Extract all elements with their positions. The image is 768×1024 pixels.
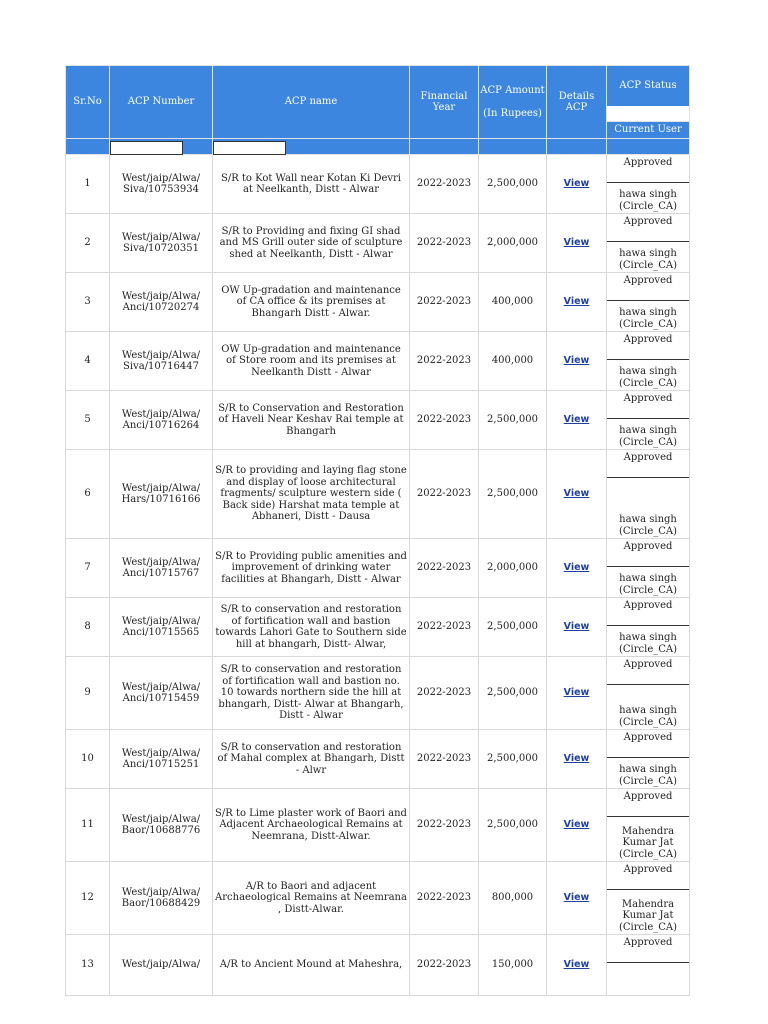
cell-status	[607, 598, 690, 657]
view-details-link[interactable]: View	[563, 892, 590, 904]
cell-acp-number: West/jaip/Alwa/ Anci/10720274	[110, 273, 213, 332]
header-acp-number: ACP Number	[110, 66, 213, 139]
cell-status	[607, 214, 690, 273]
current-user-value: Mahendra Kumar Jat (Circle_CA)	[618, 825, 678, 860]
cell-acp-number: West/jaip/Alwa/ Hars/10716166	[110, 450, 213, 539]
table-row	[66, 598, 690, 657]
table-row	[66, 214, 690, 273]
cell-acp-amount: 400,000	[479, 273, 547, 332]
header-financial-year: Financial Year	[410, 66, 479, 139]
cell-status	[607, 391, 690, 450]
cell-acp-number: West/jaip/Alwa/ Anci/10716264	[110, 391, 213, 450]
status-value: Approved	[607, 657, 689, 685]
cell-details	[547, 862, 607, 935]
cell-acp-name: OW Up-gradation and maintenance of CA office & its premises at Bhangarh Distt - Alwar.	[213, 273, 410, 332]
cell-details	[547, 789, 607, 862]
acp-table	[65, 65, 690, 996]
cell-acp-name: S/R to Providing public amenities and improvement of drinking water facilities at Bhangarh, Distt - Alwar	[213, 539, 410, 598]
cell-financial-year: 2022-2023	[410, 730, 479, 789]
cell-acp-amount: 400,000	[479, 332, 547, 391]
header-acp-status-label: ACP Status	[619, 80, 677, 92]
cell-details	[547, 332, 607, 391]
cell-acp-number: West/jaip/Alwa/ Anci/10715565	[110, 598, 213, 657]
header-status-gap	[607, 106, 689, 121]
view-details-link[interactable]: View	[563, 621, 590, 633]
cell-details	[547, 214, 607, 273]
table-row	[66, 391, 690, 450]
cell-acp-amount: 2,500,000	[479, 450, 547, 539]
status-value: Approved	[607, 214, 689, 242]
cell-acp-number: West/jaip/Alwa/ Siva/10716447	[110, 332, 213, 391]
cell-financial-year: 2022-2023	[410, 539, 479, 598]
table-row	[66, 935, 690, 996]
cell-financial-year: 2022-2023	[410, 935, 479, 996]
table-row	[66, 332, 690, 391]
view-details-link[interactable]: View	[563, 562, 590, 574]
acp-table-sheet	[65, 65, 689, 971]
current-user-value: hawa singh (Circle_CA)	[618, 366, 678, 389]
cell-details	[547, 657, 607, 730]
cell-status	[607, 539, 690, 598]
filter-cell-details	[547, 139, 607, 155]
cell-acp-number: West/jaip/Alwa/ Siva/10720351	[110, 214, 213, 273]
view-details-link[interactable]: View	[563, 753, 590, 765]
cell-acp-amount: 2,500,000	[479, 657, 547, 730]
current-user-value: hawa singh (Circle_CA)	[618, 248, 678, 271]
current-user-value: hawa singh (Circle_CA)	[618, 307, 678, 330]
cell-details	[547, 391, 607, 450]
cell-acp-name: S/R to Conservation and Restoration of Haveli Near Keshav Rai temple at Bhangarh	[213, 391, 410, 450]
cell-details	[547, 935, 607, 996]
cell-financial-year: 2022-2023	[410, 155, 479, 214]
table-header-row	[66, 66, 690, 139]
status-value: Approved	[607, 935, 689, 963]
cell-acp-number: West/jaip/Alwa/ Anci/10715251	[110, 730, 213, 789]
cell-financial-year: 2022-2023	[410, 450, 479, 539]
table-body	[66, 155, 690, 996]
status-value: Approved	[607, 450, 689, 478]
cell-acp-number: West/jaip/Alwa/	[110, 935, 213, 996]
cell-financial-year: 2022-2023	[410, 789, 479, 862]
cell-details	[547, 598, 607, 657]
header-acp-name: ACP name	[213, 66, 410, 139]
table-row	[66, 273, 690, 332]
view-details-link[interactable]: View	[563, 237, 590, 249]
cell-acp-amount: 2,000,000	[479, 539, 547, 598]
cell-acp-amount: 2,000,000	[479, 214, 547, 273]
view-details-link[interactable]: View	[563, 414, 590, 426]
cell-status	[607, 935, 690, 996]
cell-srno: 5	[66, 391, 110, 450]
cell-details	[547, 450, 607, 539]
cell-srno: 1	[66, 155, 110, 214]
view-details-link[interactable]: View	[563, 355, 590, 367]
cell-acp-name: S/R to providing and laying flag stone and display of loose architectural fragments/ sculpture western side ( Back side) Harshat mata temple at Abhaneri, Distt - Dausa	[213, 450, 410, 539]
current-user-value: Mahendra Kumar Jat (Circle_CA)	[618, 898, 678, 933]
cell-financial-year: 2022-2023	[410, 862, 479, 935]
current-user-value: hawa singh (Circle_CA)	[618, 514, 678, 537]
cell-acp-number: West/jaip/Alwa/ Anci/10715459	[110, 657, 213, 730]
table-row	[66, 730, 690, 789]
status-value: Approved	[607, 273, 689, 301]
cell-acp-name: S/R to conservation and restoration of Mahal complex at Bhangarh, Distt - Alwr	[213, 730, 410, 789]
cell-acp-amount: 2,500,000	[479, 391, 547, 450]
filter-cell-amount	[479, 139, 547, 155]
cell-status	[607, 450, 690, 539]
filter-cell-acp-name	[213, 139, 410, 155]
view-details-link[interactable]: View	[563, 819, 590, 831]
cell-acp-name: S/R to conservation and restoration of fortification wall and bastion no. 10 towards northern side the hill at bhangarh, Distt- Alwar at Bhangarh, Distt - Alwar	[213, 657, 410, 730]
table-row	[66, 155, 690, 214]
cell-acp-name: S/R to Lime plaster work of Baori and Adjacent Archaeological Remains at Neemrana, Distt-Alwar.	[213, 789, 410, 862]
cell-financial-year: 2022-2023	[410, 332, 479, 391]
header-acp-amount-label: ACP Amount	[480, 85, 545, 96]
cell-acp-amount: 2,500,000	[479, 789, 547, 862]
cell-srno: 6	[66, 450, 110, 539]
header-acp-amount-unit: (In Rupees)	[483, 107, 542, 119]
cell-acp-number: West/jaip/Alwa/ Baor/10688776	[110, 789, 213, 862]
cell-financial-year: 2022-2023	[410, 391, 479, 450]
cell-financial-year: 2022-2023	[410, 657, 479, 730]
cell-details	[547, 539, 607, 598]
view-details-link[interactable]: View	[563, 178, 590, 190]
current-user-value	[607, 963, 689, 995]
cell-status	[607, 730, 690, 789]
cell-acp-name: A/R to Baori and adjacent Archaeological Remains at Neemrana , Distt-Alwar.	[213, 862, 410, 935]
table-row	[66, 789, 690, 862]
filter-cell-status	[607, 139, 690, 155]
table-row	[66, 450, 690, 539]
status-value: Approved	[607, 391, 689, 419]
table-row	[66, 657, 690, 730]
cell-status	[607, 862, 690, 935]
cell-acp-number: West/jaip/Alwa/ Anci/10715767	[110, 539, 213, 598]
status-value: Approved	[607, 332, 689, 360]
cell-acp-amount: 2,500,000	[479, 730, 547, 789]
cell-acp-name: S/R to Providing and fixing GI shad and MS Grill outer side of sculpture shed at Neelkanth, Distt - Alwar	[213, 214, 410, 273]
cell-status	[607, 657, 690, 730]
cell-srno: 8	[66, 598, 110, 657]
current-user-value: hawa singh (Circle_CA)	[618, 705, 678, 728]
cell-financial-year: 2022-2023	[410, 214, 479, 273]
cell-srno: 9	[66, 657, 110, 730]
cell-financial-year: 2022-2023	[410, 273, 479, 332]
cell-status	[607, 155, 690, 214]
status-value: Approved	[607, 862, 689, 890]
header-current-user: Current User	[607, 121, 689, 138]
status-value: Approved	[607, 789, 689, 817]
cell-status	[607, 273, 690, 332]
current-user-value: hawa singh (Circle_CA)	[618, 764, 678, 787]
view-details-link[interactable]: View	[563, 959, 590, 971]
cell-srno: 7	[66, 539, 110, 598]
cell-acp-amount: 800,000	[479, 862, 547, 935]
header-acp-amount	[479, 66, 547, 139]
table-row	[66, 862, 690, 935]
cell-status	[607, 789, 690, 862]
header-srno: Sr.No	[66, 66, 110, 139]
cell-acp-name: S/R to conservation and restoration of fortification wall and bastion towards Lahori Gate to Southern side hill at bhangarh, Distt- Alwar,	[213, 598, 410, 657]
cell-details	[547, 273, 607, 332]
cell-srno: 10	[66, 730, 110, 789]
cell-financial-year: 2022-2023	[410, 598, 479, 657]
view-details-link[interactable]: View	[563, 296, 590, 308]
current-user-value: hawa singh (Circle_CA)	[618, 425, 678, 448]
filter-cell-srno	[66, 139, 110, 155]
view-details-link[interactable]: View	[563, 687, 590, 699]
cell-details	[547, 730, 607, 789]
table-row	[66, 539, 690, 598]
cell-srno: 2	[66, 214, 110, 273]
filter-cell-year	[410, 139, 479, 155]
status-value: Approved	[607, 598, 689, 626]
cell-srno: 4	[66, 332, 110, 391]
cell-acp-name: S/R to Kot Wall near Kotan Ki Devri at Neelkanth, Distt - Alwar	[213, 155, 410, 214]
header-acp-status	[607, 66, 690, 139]
header-details: Details ACP	[547, 66, 607, 139]
acp-name-filter-input[interactable]	[213, 141, 286, 155]
current-user-value: hawa singh (Circle_CA)	[618, 573, 678, 596]
cell-srno: 3	[66, 273, 110, 332]
cell-acp-number: West/jaip/Alwa/ Baor/10688429	[110, 862, 213, 935]
status-value: Approved	[607, 155, 689, 183]
cell-srno: 11	[66, 789, 110, 862]
current-user-value: hawa singh (Circle_CA)	[618, 632, 678, 655]
status-value: Approved	[607, 730, 689, 758]
cell-acp-amount: 2,500,000	[479, 155, 547, 214]
view-details-link[interactable]: View	[563, 488, 590, 500]
filter-cell-acp-number	[110, 139, 213, 155]
filter-row	[66, 139, 690, 155]
cell-acp-name: A/R to Ancient Mound at Maheshra,	[213, 935, 410, 996]
cell-acp-name: OW Up-gradation and maintenance of Store room and its premises at Neelkanth Distt - Alwar	[213, 332, 410, 391]
cell-srno: 13	[66, 935, 110, 996]
status-value: Approved	[607, 539, 689, 567]
cell-acp-number: West/jaip/Alwa/ Siva/10753934	[110, 155, 213, 214]
cell-acp-amount: 2,500,000	[479, 598, 547, 657]
cell-srno: 12	[66, 862, 110, 935]
cell-acp-amount: 150,000	[479, 935, 547, 996]
current-user-value: hawa singh (Circle_CA)	[618, 189, 678, 212]
cell-details	[547, 155, 607, 214]
cell-status	[607, 332, 690, 391]
acp-number-filter-input[interactable]	[110, 141, 183, 155]
